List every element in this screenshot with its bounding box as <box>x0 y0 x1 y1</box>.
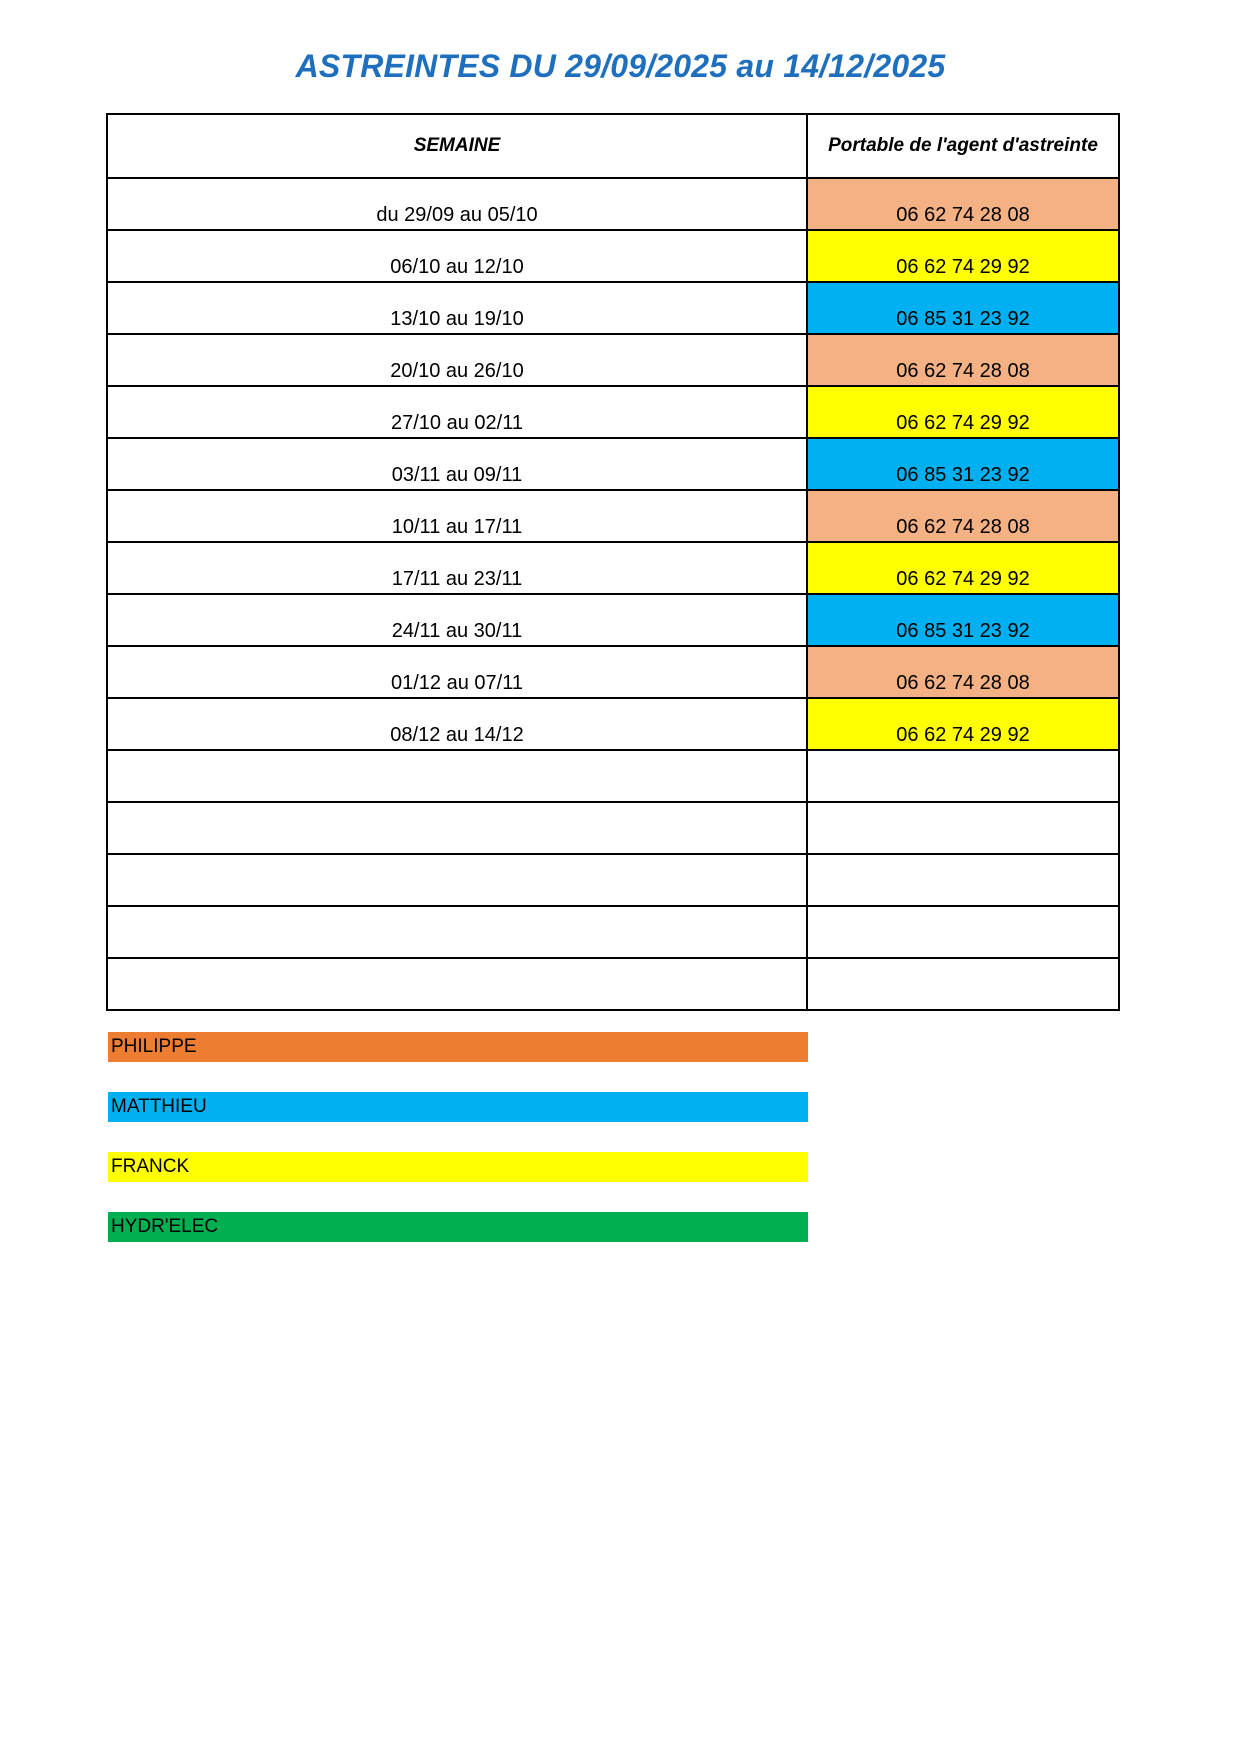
week-cell: 03/11 au 09/11 <box>107 438 807 490</box>
table-row <box>107 386 1119 438</box>
week-cell: 06/10 au 12/10 <box>107 230 807 282</box>
week-cell <box>107 906 807 958</box>
legend-item: MATTHIEU <box>108 1092 808 1122</box>
table-row <box>107 646 1119 698</box>
phone-cell <box>807 802 1119 854</box>
week-cell: 20/10 au 26/10 <box>107 334 807 386</box>
table-row <box>107 438 1119 490</box>
table-row <box>107 854 1119 906</box>
phone-cell: 06 85 31 23 92 <box>807 594 1119 646</box>
table-header-row <box>107 114 1119 178</box>
week-cell: 01/12 au 07/11 <box>107 646 807 698</box>
table-row <box>107 906 1119 958</box>
table-row <box>107 178 1119 230</box>
table-row <box>107 490 1119 542</box>
table-row <box>107 802 1119 854</box>
phone-cell <box>807 854 1119 906</box>
phone-cell: 06 62 74 29 92 <box>807 386 1119 438</box>
phone-cell: 06 62 74 29 92 <box>807 230 1119 282</box>
legend-item: PHILIPPE <box>108 1032 808 1062</box>
phone-cell: 06 62 74 28 08 <box>807 490 1119 542</box>
week-cell: 08/12 au 14/12 <box>107 698 807 750</box>
phone-cell: 06 62 74 28 08 <box>807 178 1119 230</box>
week-cell: 10/11 au 17/11 <box>107 490 807 542</box>
legend-item: HYDR'ELEC <box>108 1212 808 1242</box>
table-row <box>107 230 1119 282</box>
table-row <box>107 750 1119 802</box>
phone-cell <box>807 750 1119 802</box>
week-cell <box>107 802 807 854</box>
phone-cell: 06 62 74 29 92 <box>807 698 1119 750</box>
phone-cell: 06 85 31 23 92 <box>807 282 1119 334</box>
on-call-schedule-table <box>106 113 1120 1011</box>
table-row <box>107 282 1119 334</box>
phone-cell: 06 85 31 23 92 <box>807 438 1119 490</box>
week-cell: 27/10 au 02/11 <box>107 386 807 438</box>
week-cell <box>107 958 807 1010</box>
week-cell <box>107 750 807 802</box>
week-cell: 13/10 au 19/10 <box>107 282 807 334</box>
table-row <box>107 334 1119 386</box>
phone-cell <box>807 958 1119 1010</box>
phone-cell: 06 62 74 29 92 <box>807 542 1119 594</box>
phone-cell <box>807 906 1119 958</box>
phone-cell: 06 62 74 28 08 <box>807 646 1119 698</box>
table-row <box>107 542 1119 594</box>
week-cell <box>107 854 807 906</box>
week-cell: 24/11 au 30/11 <box>107 594 807 646</box>
week-cell: du 29/09 au 05/10 <box>107 178 807 230</box>
page-title: ASTREINTES DU 29/09/2025 au 14/12/2025 <box>295 48 946 84</box>
legend-item: FRANCK <box>108 1152 808 1182</box>
table-row <box>107 594 1119 646</box>
phone-cell: 06 62 74 28 08 <box>807 334 1119 386</box>
column-header-week: SEMAINE <box>107 114 807 178</box>
column-header-phone: Portable de l'agent d'astreinte <box>807 114 1119 178</box>
table-row <box>107 698 1119 750</box>
week-cell: 17/11 au 23/11 <box>107 542 807 594</box>
table-row <box>107 958 1119 1010</box>
